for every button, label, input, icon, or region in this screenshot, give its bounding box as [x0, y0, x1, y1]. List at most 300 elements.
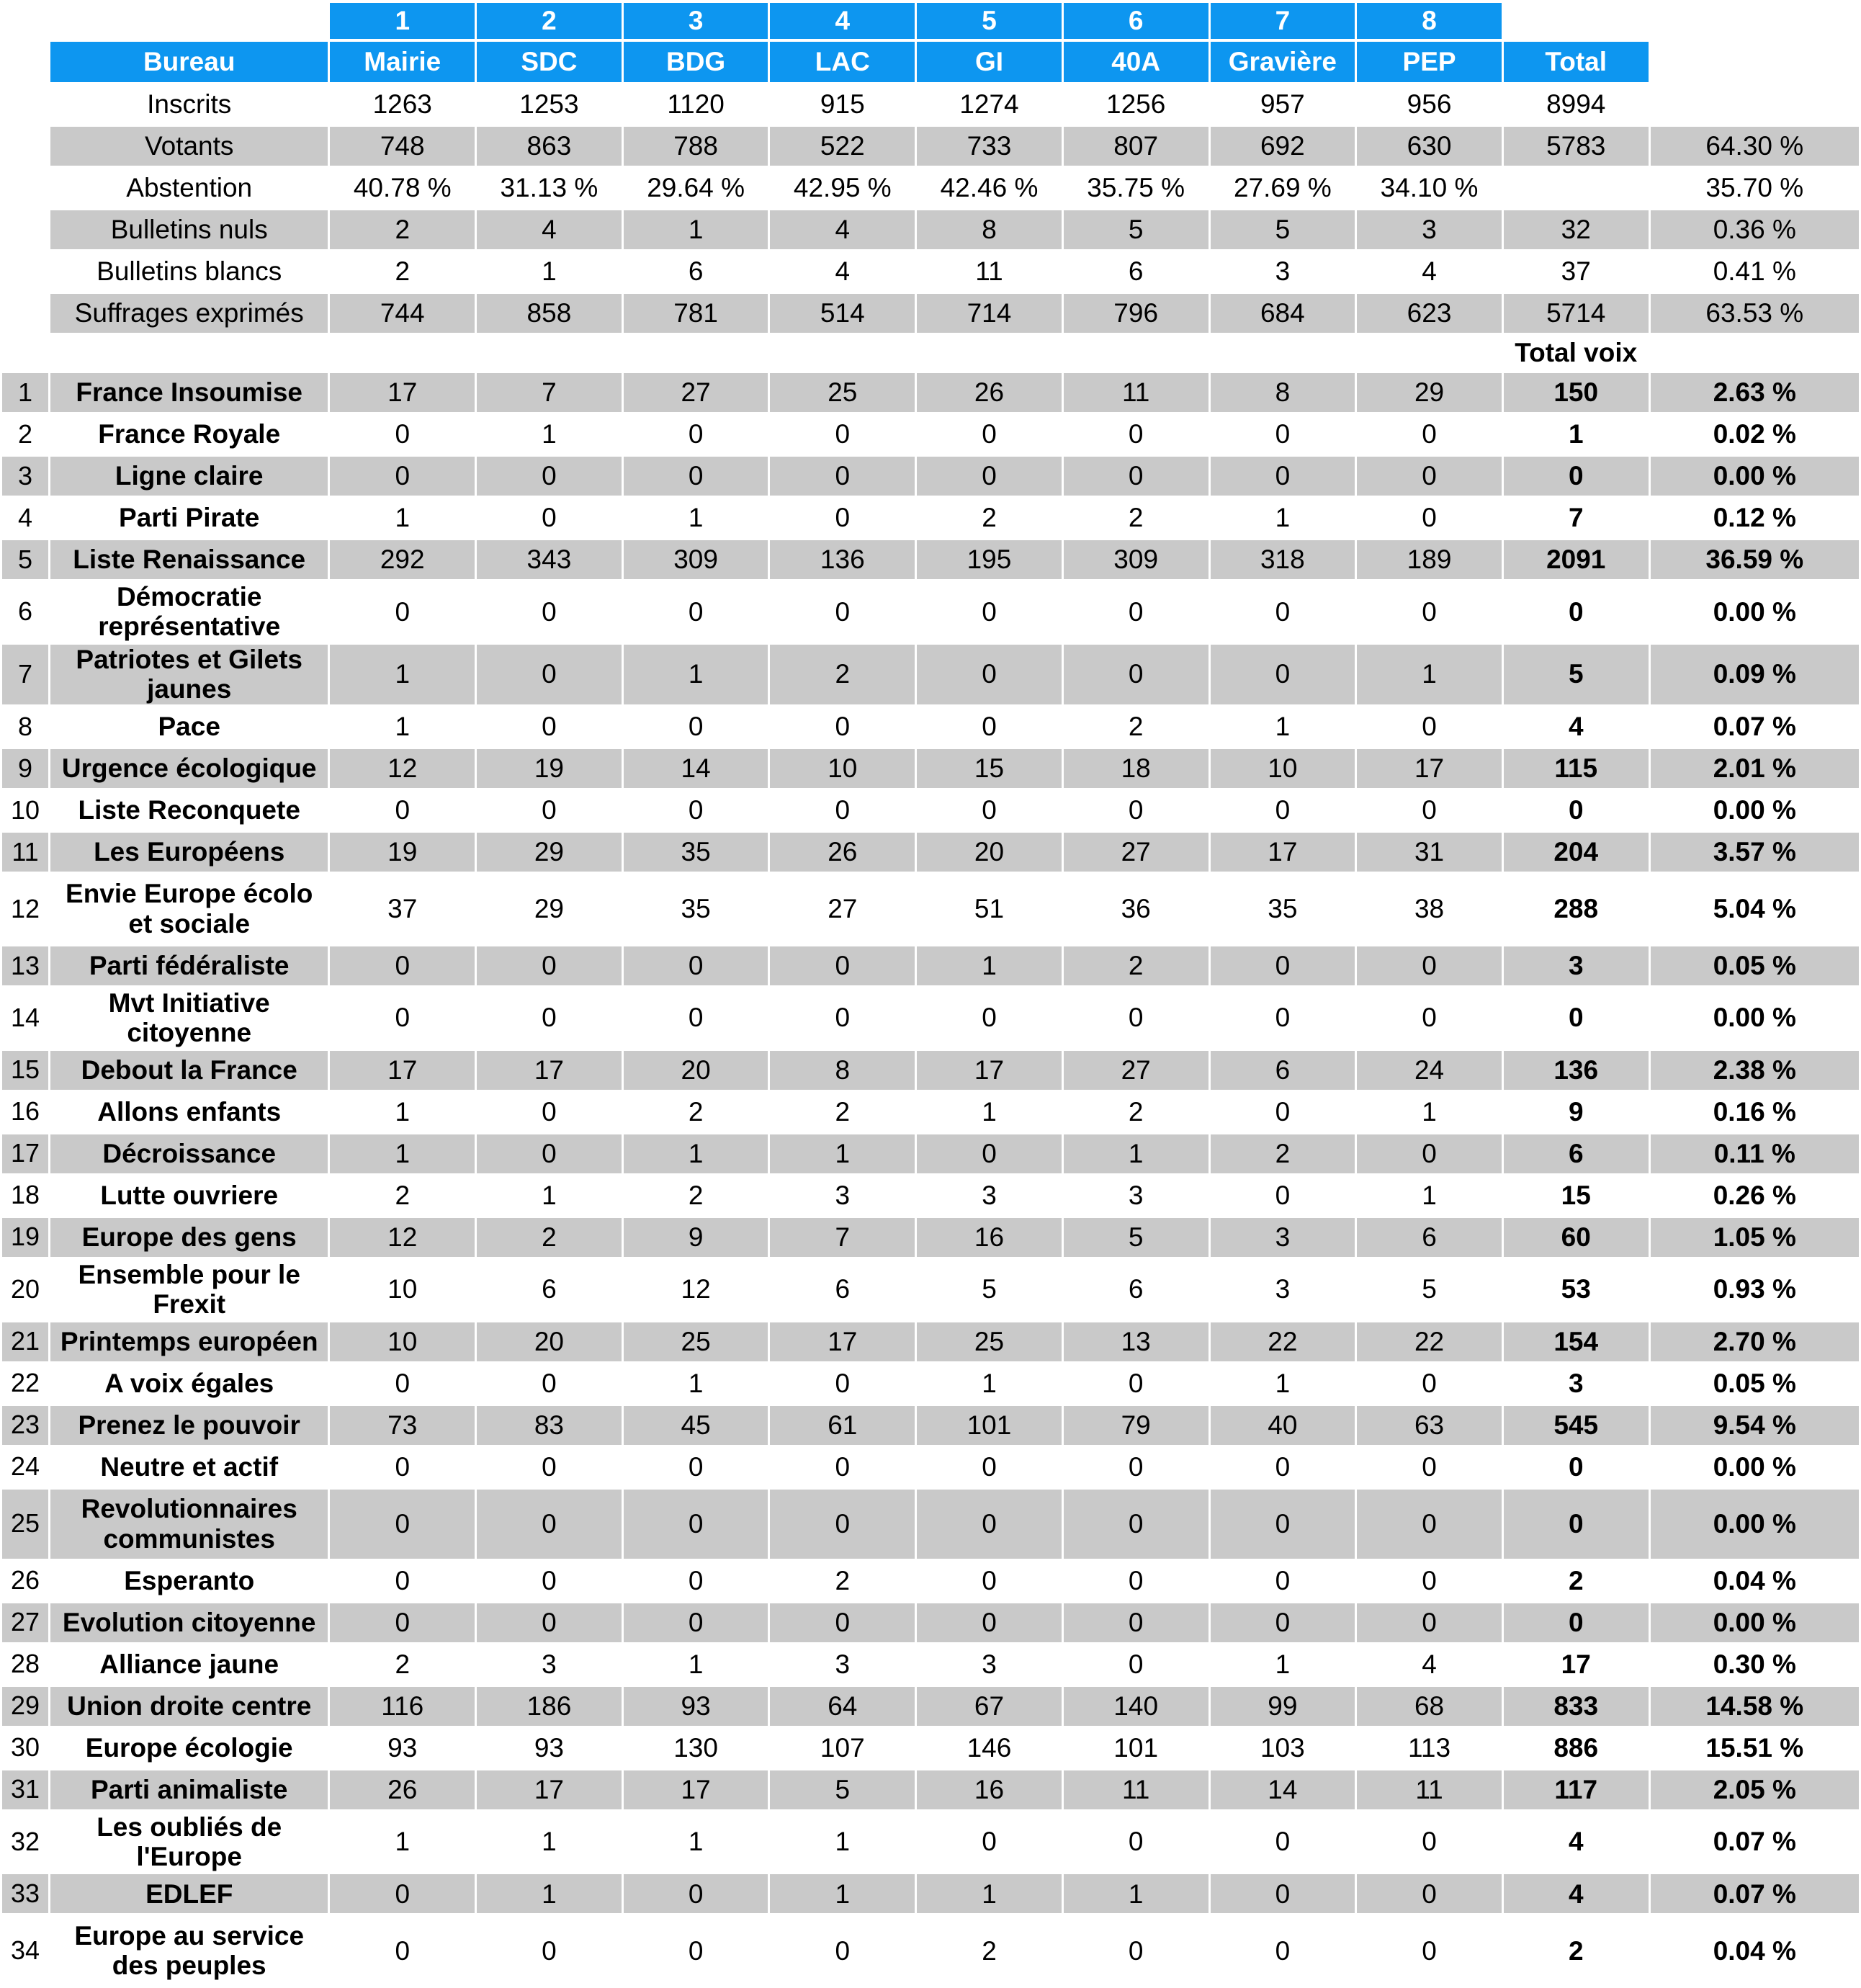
party-number: 12 — [10, 893, 40, 923]
party-bureau-value: 10 — [330, 1322, 475, 1361]
party-bureau-value: 0 — [1275, 596, 1291, 627]
party-bureau-value: 12 — [681, 1274, 711, 1304]
party-bureau-value: 0 — [624, 1874, 768, 1913]
party-row[interactable] — [2, 1874, 1859, 1913]
party-bureau-value: 0 — [1128, 1451, 1144, 1482]
party-bureau-value: 0 — [835, 1935, 851, 1966]
party-number: 16 — [10, 1096, 40, 1127]
party-row[interactable] — [2, 645, 1859, 704]
party-bureau-value: 29 — [534, 893, 564, 923]
party-name: Neutre et actif — [100, 1451, 279, 1482]
party-name: Evolution citoyenne — [50, 1603, 328, 1642]
party-bureau-value: 4 — [1422, 1649, 1437, 1679]
party-bureau-value: 0 — [1422, 419, 1437, 449]
summary-value: 714 — [917, 294, 1062, 333]
summary-value: 4 — [1422, 256, 1437, 287]
party-bureau-value: 0 — [542, 1451, 557, 1482]
summary-value: 514 — [770, 294, 915, 333]
summary-label: Bulletins nuls — [50, 210, 328, 249]
party-percent: 0.04 % — [1713, 1935, 1796, 1966]
party-row[interactable] — [2, 1448, 1859, 1487]
party-bureau-value: 5 — [1422, 1274, 1437, 1304]
party-bureau-value: 0 — [1275, 1180, 1291, 1210]
party-row[interactable] — [2, 1322, 1859, 1361]
party-bureau-value: 0 — [688, 1935, 704, 1966]
party-bureau-value: 1 — [1275, 711, 1291, 741]
spacer-cell — [1651, 42, 1859, 82]
party-percent: 2.05 % — [1651, 1770, 1859, 1809]
summary-value: 630 — [1357, 127, 1502, 166]
party-bureau-value: 17 — [1211, 833, 1355, 872]
summary-total: 32 — [1504, 210, 1649, 249]
party-bureau-value: 0 — [835, 711, 851, 741]
party-total: 17 — [1561, 1649, 1591, 1679]
party-bureau-value: 2 — [835, 1096, 851, 1127]
bureau-number-header: 8 — [1357, 3, 1502, 39]
party-row[interactable] — [2, 415, 1859, 454]
party-bureau-value: 318 — [1211, 540, 1355, 579]
summary-value: 1120 — [667, 89, 725, 120]
party-bureau-value: 292 — [330, 540, 475, 579]
party-bureau-value: 0 — [982, 711, 997, 741]
party-bureau-value: 0 — [1211, 1874, 1355, 1913]
party-bureau-value: 0 — [982, 1451, 997, 1482]
party-row[interactable] — [2, 1729, 1859, 1768]
summary-total: 5714 — [1504, 294, 1649, 333]
spacer-cell — [2, 210, 48, 249]
party-bureau-value: 3 — [835, 1649, 851, 1679]
party-bureau-value: 2 — [1128, 503, 1144, 533]
party-bureau-value: 0 — [395, 1565, 411, 1595]
spacer-cell — [1651, 336, 1859, 370]
party-row[interactable] — [2, 1176, 1859, 1215]
party-bureau-value: 0 — [982, 596, 997, 627]
party-bureau-value: 83 — [477, 1406, 622, 1445]
party-bureau-value: 25 — [770, 373, 915, 412]
party-total: 1 — [1568, 419, 1584, 449]
summary-value: 31.13 % — [500, 173, 598, 203]
party-bureau-value: 10 — [387, 1274, 418, 1304]
party-row[interactable] — [2, 1645, 1859, 1684]
party-bureau-value: 140 — [1064, 1687, 1208, 1726]
party-bureau-value: 0 — [917, 1134, 1062, 1173]
bureau-name-header: PEP — [1357, 42, 1502, 82]
party-name: Printemps européen — [50, 1322, 328, 1361]
party-bureau-value: 0 — [542, 1935, 557, 1966]
party-number: 14 — [10, 1002, 40, 1032]
party-bureau-value: 2 — [688, 1096, 704, 1127]
party-row[interactable] — [2, 749, 1859, 788]
party-bureau-value: 0 — [1275, 1451, 1291, 1482]
summary-value: 684 — [1211, 294, 1355, 333]
party-number: 8 — [17, 711, 33, 741]
party-number: 31 — [2, 1770, 48, 1809]
summary-row — [2, 294, 1859, 333]
party-row[interactable] — [2, 540, 1859, 579]
party-bureau-value: 10 — [770, 749, 915, 788]
party-bureau-value: 24 — [1357, 1051, 1502, 1090]
party-bureau-value: 0 — [542, 794, 557, 825]
party-percent: 0.30 % — [1713, 1649, 1796, 1679]
summary-value: 4 — [477, 210, 622, 249]
party-total: 0 — [1568, 596, 1584, 627]
party-bureau-value: 2 — [770, 645, 915, 704]
party-bureau-value: 31 — [1357, 833, 1502, 872]
party-total: 115 — [1504, 749, 1649, 788]
party-bureau-value: 0 — [835, 596, 851, 627]
party-bureau-value: 0 — [1064, 457, 1208, 496]
party-total: 2091 — [1504, 540, 1649, 579]
party-total: 154 — [1504, 1322, 1649, 1361]
party-bureau-value: 1 — [1064, 1874, 1208, 1913]
summary-value: 1 — [542, 256, 557, 287]
party-number: 34 — [10, 1935, 40, 1966]
party-bureau-value: 63 — [1357, 1406, 1502, 1445]
party-row[interactable] — [2, 1218, 1859, 1257]
party-bureau-value: 0 — [917, 1603, 1062, 1642]
party-bureau-value: 0 — [688, 794, 704, 825]
party-bureau-value: 195 — [917, 540, 1062, 579]
party-row[interactable] — [2, 946, 1859, 985]
party-bureau-value: 1 — [688, 503, 704, 533]
summary-value: 34.10 % — [1380, 173, 1479, 203]
party-row[interactable] — [2, 1687, 1859, 1726]
party-bureau-value: 35 — [681, 893, 711, 923]
spacer-cell — [2, 169, 48, 207]
party-number: 21 — [2, 1322, 48, 1361]
party-bureau-value: 45 — [624, 1406, 768, 1445]
party-bureau-value: 1 — [770, 1874, 915, 1913]
party-bureau-value: 0 — [835, 503, 851, 533]
party-row[interactable] — [2, 988, 1859, 1048]
party-total: 4 — [1504, 1874, 1649, 1913]
party-bureau-value: 0 — [1422, 596, 1437, 627]
party-bureau-value: 0 — [542, 503, 557, 533]
spacer-cell — [2, 42, 48, 82]
total-voix-label: Total voix — [1515, 338, 1638, 368]
party-bureau-value: 101 — [1113, 1732, 1159, 1763]
party-bureau-value: 17 — [770, 1322, 915, 1361]
party-percent: 0.93 % — [1713, 1274, 1796, 1304]
party-bureau-value: 1 — [477, 1874, 622, 1913]
spacer-cell — [2, 3, 328, 39]
party-bureau-value: 64 — [770, 1687, 915, 1726]
party-percent: 0.02 % — [1713, 419, 1796, 449]
summary-label: Abstention — [126, 173, 253, 203]
summary-value: 807 — [1064, 127, 1208, 166]
summary-value: 40.78 % — [353, 173, 452, 203]
party-bureau-value: 8 — [770, 1051, 915, 1090]
party-bureau-value: 0 — [624, 1490, 768, 1559]
party-bureau-value: 14 — [624, 749, 768, 788]
party-percent: 14.58 % — [1651, 1687, 1859, 1726]
party-bureau-value: 0 — [982, 1565, 997, 1595]
party-name: Liste Renaissance — [50, 540, 328, 579]
party-row[interactable] — [2, 373, 1859, 412]
party-number: 2 — [17, 418, 33, 449]
party-bureau-value: 0 — [1422, 503, 1437, 533]
party-bureau-value: 0 — [917, 457, 1062, 496]
party-bureau-value: 0 — [1357, 457, 1502, 496]
party-bureau-value: 1 — [624, 645, 768, 704]
party-name: Urgence écologique — [50, 749, 328, 788]
summary-label: Votants — [50, 127, 328, 166]
party-bureau-value: 189 — [1357, 540, 1502, 579]
party-percent: 0.16 % — [1713, 1096, 1796, 1127]
party-row[interactable] — [2, 1812, 1859, 1872]
party-row[interactable] — [2, 833, 1859, 872]
party-bureau-value: 3 — [1128, 1180, 1144, 1210]
summary-value: 5 — [1064, 210, 1208, 249]
party-bureau-value: 0 — [330, 1490, 475, 1559]
bureau-label: Bureau — [50, 42, 328, 82]
party-bureau-value: 73 — [330, 1406, 475, 1445]
party-bureau-value: 0 — [1211, 645, 1355, 704]
party-bureau-value: 35 — [1268, 893, 1298, 923]
party-bureau-value: 0 — [835, 1003, 851, 1033]
party-bureau-value: 0 — [835, 1451, 851, 1482]
party-bureau-value: 0 — [835, 794, 851, 825]
party-bureau-value: 15 — [917, 749, 1062, 788]
party-row[interactable] — [2, 874, 1859, 944]
summary-value: 744 — [330, 294, 475, 333]
party-bureau-value: 7 — [477, 373, 622, 412]
party-bureau-value: 0 — [542, 1003, 557, 1033]
party-percent: 5.04 % — [1713, 893, 1796, 923]
party-row[interactable] — [2, 1603, 1859, 1642]
party-bureau-value: 0 — [1275, 1827, 1291, 1857]
summary-value: 788 — [624, 127, 768, 166]
party-bureau-value: 0 — [1211, 946, 1355, 985]
party-bureau-value: 1 — [917, 1874, 1062, 1913]
party-bureau-value: 20 — [477, 1322, 622, 1361]
party-bureau-value: 1 — [688, 1649, 704, 1679]
party-number: 27 — [2, 1603, 48, 1642]
party-bureau-value: 0 — [1422, 711, 1437, 741]
party-bureau-value: 0 — [1357, 946, 1502, 985]
party-bureau-value: 51 — [974, 893, 1005, 923]
summary-value: 1274 — [959, 89, 1019, 120]
party-bureau-value: 25 — [624, 1322, 768, 1361]
party-bureau-value: 2 — [1128, 1096, 1144, 1127]
summary-value: 4 — [835, 256, 851, 287]
summary-total — [1504, 169, 1649, 207]
party-bureau-value: 17 — [477, 1770, 622, 1809]
party-bureau-value: 5 — [1064, 1218, 1208, 1257]
party-bureau-value: 3 — [1211, 1218, 1355, 1257]
party-bureau-value: 0 — [624, 457, 768, 496]
party-bureau-value: 27 — [828, 893, 858, 923]
party-bureau-value: 67 — [917, 1687, 1062, 1726]
party-bureau-value: 2 — [395, 1649, 411, 1679]
party-bureau-value: 1 — [330, 1134, 475, 1173]
party-bureau-value: 0 — [477, 1490, 622, 1559]
party-percent: 0.05 % — [1713, 1368, 1796, 1398]
summary-value: 4 — [770, 210, 915, 249]
party-bureau-value: 6 — [1128, 1274, 1144, 1304]
party-total: 0 — [1568, 1451, 1584, 1482]
party-percent: 2.63 % — [1651, 373, 1859, 412]
party-bureau-value: 1 — [542, 1180, 557, 1210]
party-bureau-value: 36 — [1121, 893, 1151, 923]
party-row[interactable] — [2, 582, 1859, 642]
party-bureau-value: 99 — [1211, 1687, 1355, 1726]
party-number: 24 — [10, 1451, 40, 1482]
party-name: Debout la France — [50, 1051, 328, 1090]
spacer-cell — [2, 85, 48, 124]
spacer-cell — [1504, 3, 1649, 39]
party-bureau-value: 0 — [688, 419, 704, 449]
summary-label: Inscrits — [147, 89, 232, 120]
party-row[interactable] — [2, 1916, 1859, 1985]
party-name: Lutte ouvriere — [100, 1180, 279, 1210]
party-total: 0 — [1504, 457, 1649, 496]
party-bureau-value: 35 — [624, 833, 768, 872]
party-bureau-value: 0 — [1064, 645, 1208, 704]
party-bureau-value: 0 — [1211, 1603, 1355, 1642]
party-name: Envie Europe écolo et sociale — [66, 879, 313, 939]
party-total: 3 — [1504, 946, 1649, 985]
party-bureau-value: 0 — [477, 457, 622, 496]
party-bureau-value: 0 — [1422, 1827, 1437, 1857]
party-bureau-value: 1 — [688, 1368, 704, 1398]
party-bureau-value: 0 — [542, 1096, 557, 1127]
party-bureau-value: 0 — [330, 946, 475, 985]
party-row[interactable] — [2, 1134, 1859, 1173]
party-bureau-value: 113 — [1408, 1732, 1451, 1763]
party-bureau-value: 0 — [1128, 1827, 1144, 1857]
party-name: Revolutionnaires communistes — [50, 1490, 328, 1559]
party-percent: 0.00 % — [1713, 1451, 1796, 1482]
party-bureau-value: 20 — [917, 833, 1062, 872]
party-number: 6 — [17, 596, 33, 627]
party-bureau-value: 0 — [1275, 419, 1291, 449]
party-bureau-value: 0 — [477, 1134, 622, 1173]
party-row[interactable] — [2, 1770, 1859, 1809]
party-bureau-value: 1 — [1064, 1134, 1208, 1173]
party-row[interactable] — [2, 1490, 1859, 1559]
party-name: Les oubliés de l'Europe — [97, 1812, 282, 1871]
party-bureau-value: 1 — [395, 503, 411, 533]
party-bureau-value: 2 — [477, 1218, 622, 1257]
party-row[interactable] — [2, 457, 1859, 496]
party-percent: 0.12 % — [1713, 503, 1796, 533]
header-number-row — [2, 3, 1859, 39]
party-bureau-value: 0 — [1422, 1368, 1437, 1398]
party-name: Mvt Initiative citoyenne — [108, 988, 270, 1048]
total-voix-caption-row — [2, 336, 1859, 370]
bureau-number-header: 5 — [917, 3, 1062, 39]
total-header: Total — [1504, 42, 1649, 82]
party-name: France Royale — [98, 419, 281, 449]
party-bureau-value: 0 — [1128, 794, 1144, 825]
party-bureau-value: 0 — [395, 1368, 411, 1398]
party-row[interactable] — [2, 707, 1859, 746]
party-bureau-value: 0 — [770, 1490, 915, 1559]
party-bureau-value: 0 — [1064, 1603, 1208, 1642]
party-name: EDLEF — [50, 1874, 328, 1913]
summary-value: 692 — [1211, 127, 1355, 166]
party-total: 7 — [1568, 503, 1584, 533]
party-bureau-value: 2 — [835, 1565, 851, 1595]
party-bureau-value: 0 — [1357, 1874, 1502, 1913]
party-row[interactable] — [2, 1406, 1859, 1445]
summary-label: Suffrages exprimés — [50, 294, 328, 333]
party-number: 4 — [17, 502, 33, 532]
party-bureau-value: 93 — [387, 1732, 418, 1763]
party-name: Esperanto — [124, 1565, 255, 1595]
party-row[interactable] — [2, 1093, 1859, 1132]
party-bureau-value: 26 — [770, 833, 915, 872]
party-bureau-value: 19 — [330, 833, 475, 872]
party-bureau-value: 0 — [1422, 1451, 1437, 1482]
party-bureau-value: 130 — [673, 1732, 718, 1763]
party-row[interactable] — [2, 1260, 1859, 1320]
party-number: 5 — [2, 540, 48, 579]
party-bureau-value: 0 — [1211, 1490, 1355, 1559]
party-bureau-value: 27 — [624, 373, 768, 412]
party-bureau-value: 0 — [395, 419, 411, 449]
summary-value: 3 — [1357, 210, 1502, 249]
party-bureau-value: 22 — [1211, 1322, 1355, 1361]
party-bureau-value: 3 — [835, 1180, 851, 1210]
party-number: 9 — [2, 749, 48, 788]
party-number: 30 — [10, 1732, 40, 1763]
party-bureau-value: 5 — [982, 1274, 997, 1304]
party-number: 22 — [10, 1368, 40, 1398]
party-row[interactable] — [2, 1051, 1859, 1090]
party-bureau-value: 2 — [982, 503, 997, 533]
party-bureau-value: 0 — [688, 1565, 704, 1595]
party-number: 23 — [2, 1406, 48, 1445]
summary-value: 29.64 % — [647, 173, 745, 203]
party-total: 15 — [1561, 1180, 1591, 1210]
party-bureau-value: 17 — [917, 1051, 1062, 1090]
summary-total: 8994 — [1546, 89, 1606, 120]
party-bureau-value: 0 — [688, 1003, 704, 1033]
party-name: Ligne claire — [50, 457, 328, 496]
party-percent: 0.00 % — [1651, 1603, 1859, 1642]
party-bureau-value: 19 — [477, 749, 622, 788]
party-row[interactable] — [2, 1562, 1859, 1600]
party-bureau-value: 0 — [624, 1603, 768, 1642]
party-row[interactable] — [2, 1364, 1859, 1403]
party-percent: 0.00 % — [1651, 457, 1859, 496]
party-number: 13 — [2, 946, 48, 985]
summary-value: 1 — [624, 210, 768, 249]
party-row[interactable] — [2, 498, 1859, 537]
party-bureau-value: 0 — [982, 1827, 997, 1857]
summary-value: 522 — [770, 127, 915, 166]
party-row[interactable] — [2, 791, 1859, 830]
party-name: Union droite centre — [50, 1687, 328, 1726]
party-number: 33 — [2, 1874, 48, 1913]
summary-label: Bulletins blancs — [97, 256, 282, 287]
party-bureau-value: 0 — [1422, 1935, 1437, 1966]
party-bureau-value: 0 — [624, 946, 768, 985]
party-bureau-value: 0 — [1357, 1603, 1502, 1642]
party-bureau-value: 0 — [1275, 1003, 1291, 1033]
party-name: Pace — [158, 712, 220, 742]
summary-value: 5 — [1211, 210, 1355, 249]
party-bureau-value: 38 — [1414, 893, 1445, 923]
party-total: 886 — [1553, 1732, 1599, 1763]
party-bureau-value: 0 — [395, 1935, 411, 1966]
party-name: Les Européens — [50, 833, 328, 872]
party-bureau-value: 0 — [917, 1490, 1062, 1559]
party-percent: 15.51 % — [1705, 1732, 1804, 1763]
party-number: 1 — [2, 373, 48, 412]
